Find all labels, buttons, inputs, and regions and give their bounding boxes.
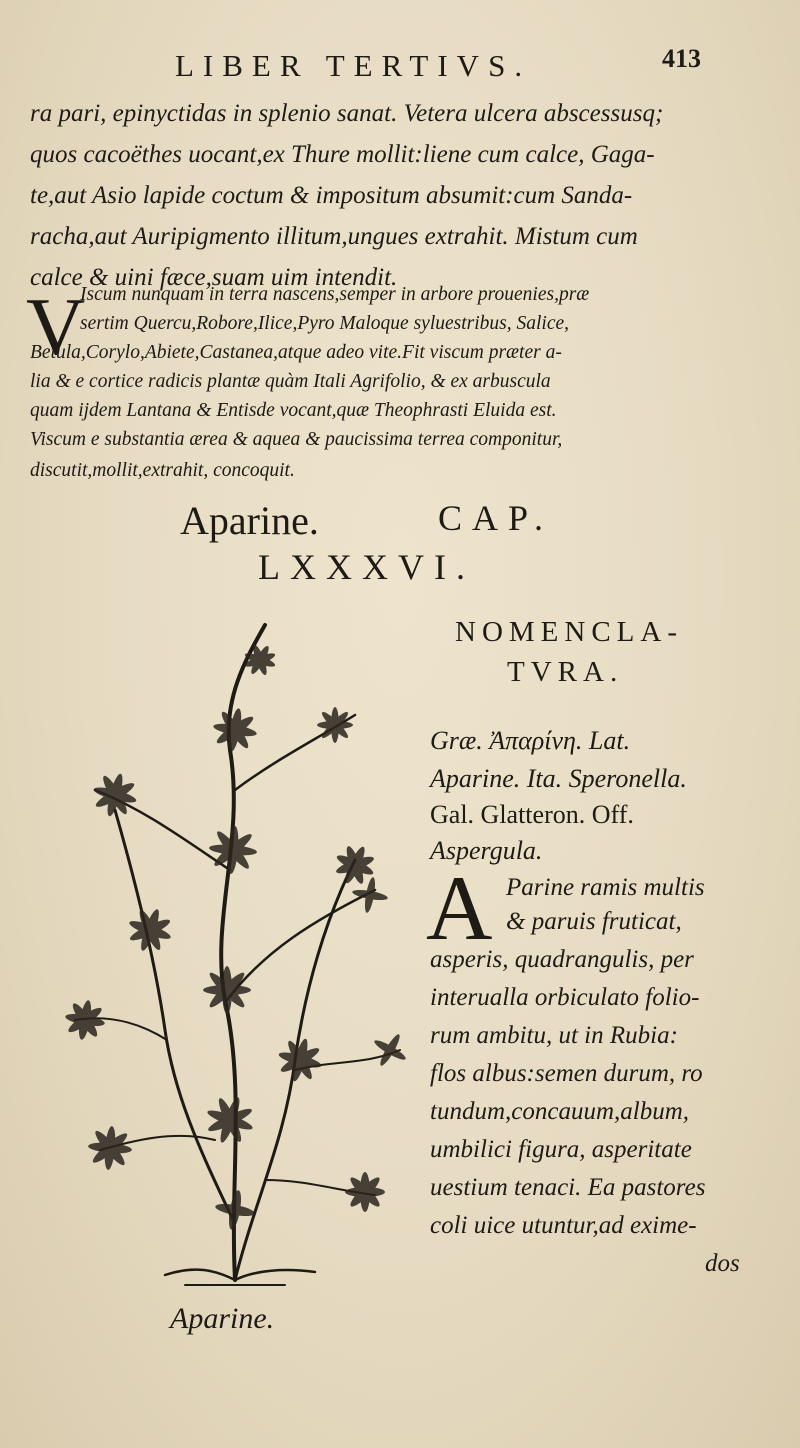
names-line: Græ. Ἀπαρίνη. Lat. <box>430 726 631 755</box>
text-line: te,aut Asio lapide coctum & impositum absumit:cum Sanda- <box>30 182 633 209</box>
text-line: interualla orbiculato folio- <box>430 984 700 1011</box>
text-line: uestium tenaci. Ea pastores <box>430 1174 706 1201</box>
text-line: racha,aut Auripigmento illitum,ungues extrahit. Mistum cum <box>30 223 638 250</box>
text-line: quos cacoëthes uocant,ex Thure mollit:liene cum calce, Gaga- <box>30 141 655 168</box>
text-line: lia & e cortice radicis plantæ quàm Itali Agrifolio, & ex arbuscula <box>30 371 551 392</box>
drop-cap-v: V <box>26 281 86 372</box>
page-number: 413 <box>662 44 701 73</box>
text-line: coli uice utuntur,ad exime- <box>430 1212 697 1239</box>
text-line: Parine ramis multis <box>506 874 705 901</box>
illustration-caption: Aparine. <box>170 1302 275 1335</box>
text-line: rum ambitu, ut in Rubia: <box>430 1022 678 1049</box>
text-line: flos albus:semen durum, ro <box>430 1060 703 1087</box>
text-line: Viscum e substantia ærea & aquea & paucissima terrea componitur, <box>30 429 563 450</box>
text-line: quam ijdem Lantana & Entisde vocant,quæ Theophrasti Eluida est. <box>30 400 557 421</box>
text-line: ra pari, epinyctidas in splenio sanat. Vetera ulcera abscessusq; <box>30 100 664 127</box>
chapter-number: LXXXVI. <box>258 547 475 587</box>
running-title: LIBER TERTIVS. <box>175 48 532 83</box>
names-line: Gal. Glatteron. Off. <box>430 800 634 829</box>
text-line: umbilici figura, asperitate <box>430 1136 692 1163</box>
drop-cap-a: A <box>426 857 493 959</box>
chapter-label: CAP. <box>438 498 554 538</box>
text-line: tundum,concauum,album, <box>430 1098 689 1125</box>
text-line: discutit,mollit,extrahit, concoquit. <box>30 460 295 481</box>
text-line: Iscum nunquam in terra nascens,semper in arbore prouenies,præ <box>80 284 590 305</box>
text-line: sertim Quercu,Robore,Ilice,Pyro Maloque syluestribus, Salice, <box>80 313 570 334</box>
nomenclatura-heading: NOMENCLA- <box>455 616 683 648</box>
text-line: calce & uini fæce,suam uim intendit. <box>30 264 398 291</box>
text-line: Betula,Corylo,Abiete,Castanea,atque adeo vite.Fit viscum præter a- <box>30 342 562 363</box>
names-line: Aspergula. <box>430 836 543 865</box>
chapter-title: Aparine. <box>180 498 319 543</box>
nomenclatura-heading: TVRA. <box>507 656 624 688</box>
text-line: & paruis fruticat, <box>506 908 682 935</box>
names-line: Aparine. Ita. Speronella. <box>430 764 687 793</box>
aparine-plant-woodcut-icon <box>55 620 415 1300</box>
text-line: dos <box>705 1250 740 1277</box>
text-line: asperis, quadrangulis, per <box>430 946 694 973</box>
